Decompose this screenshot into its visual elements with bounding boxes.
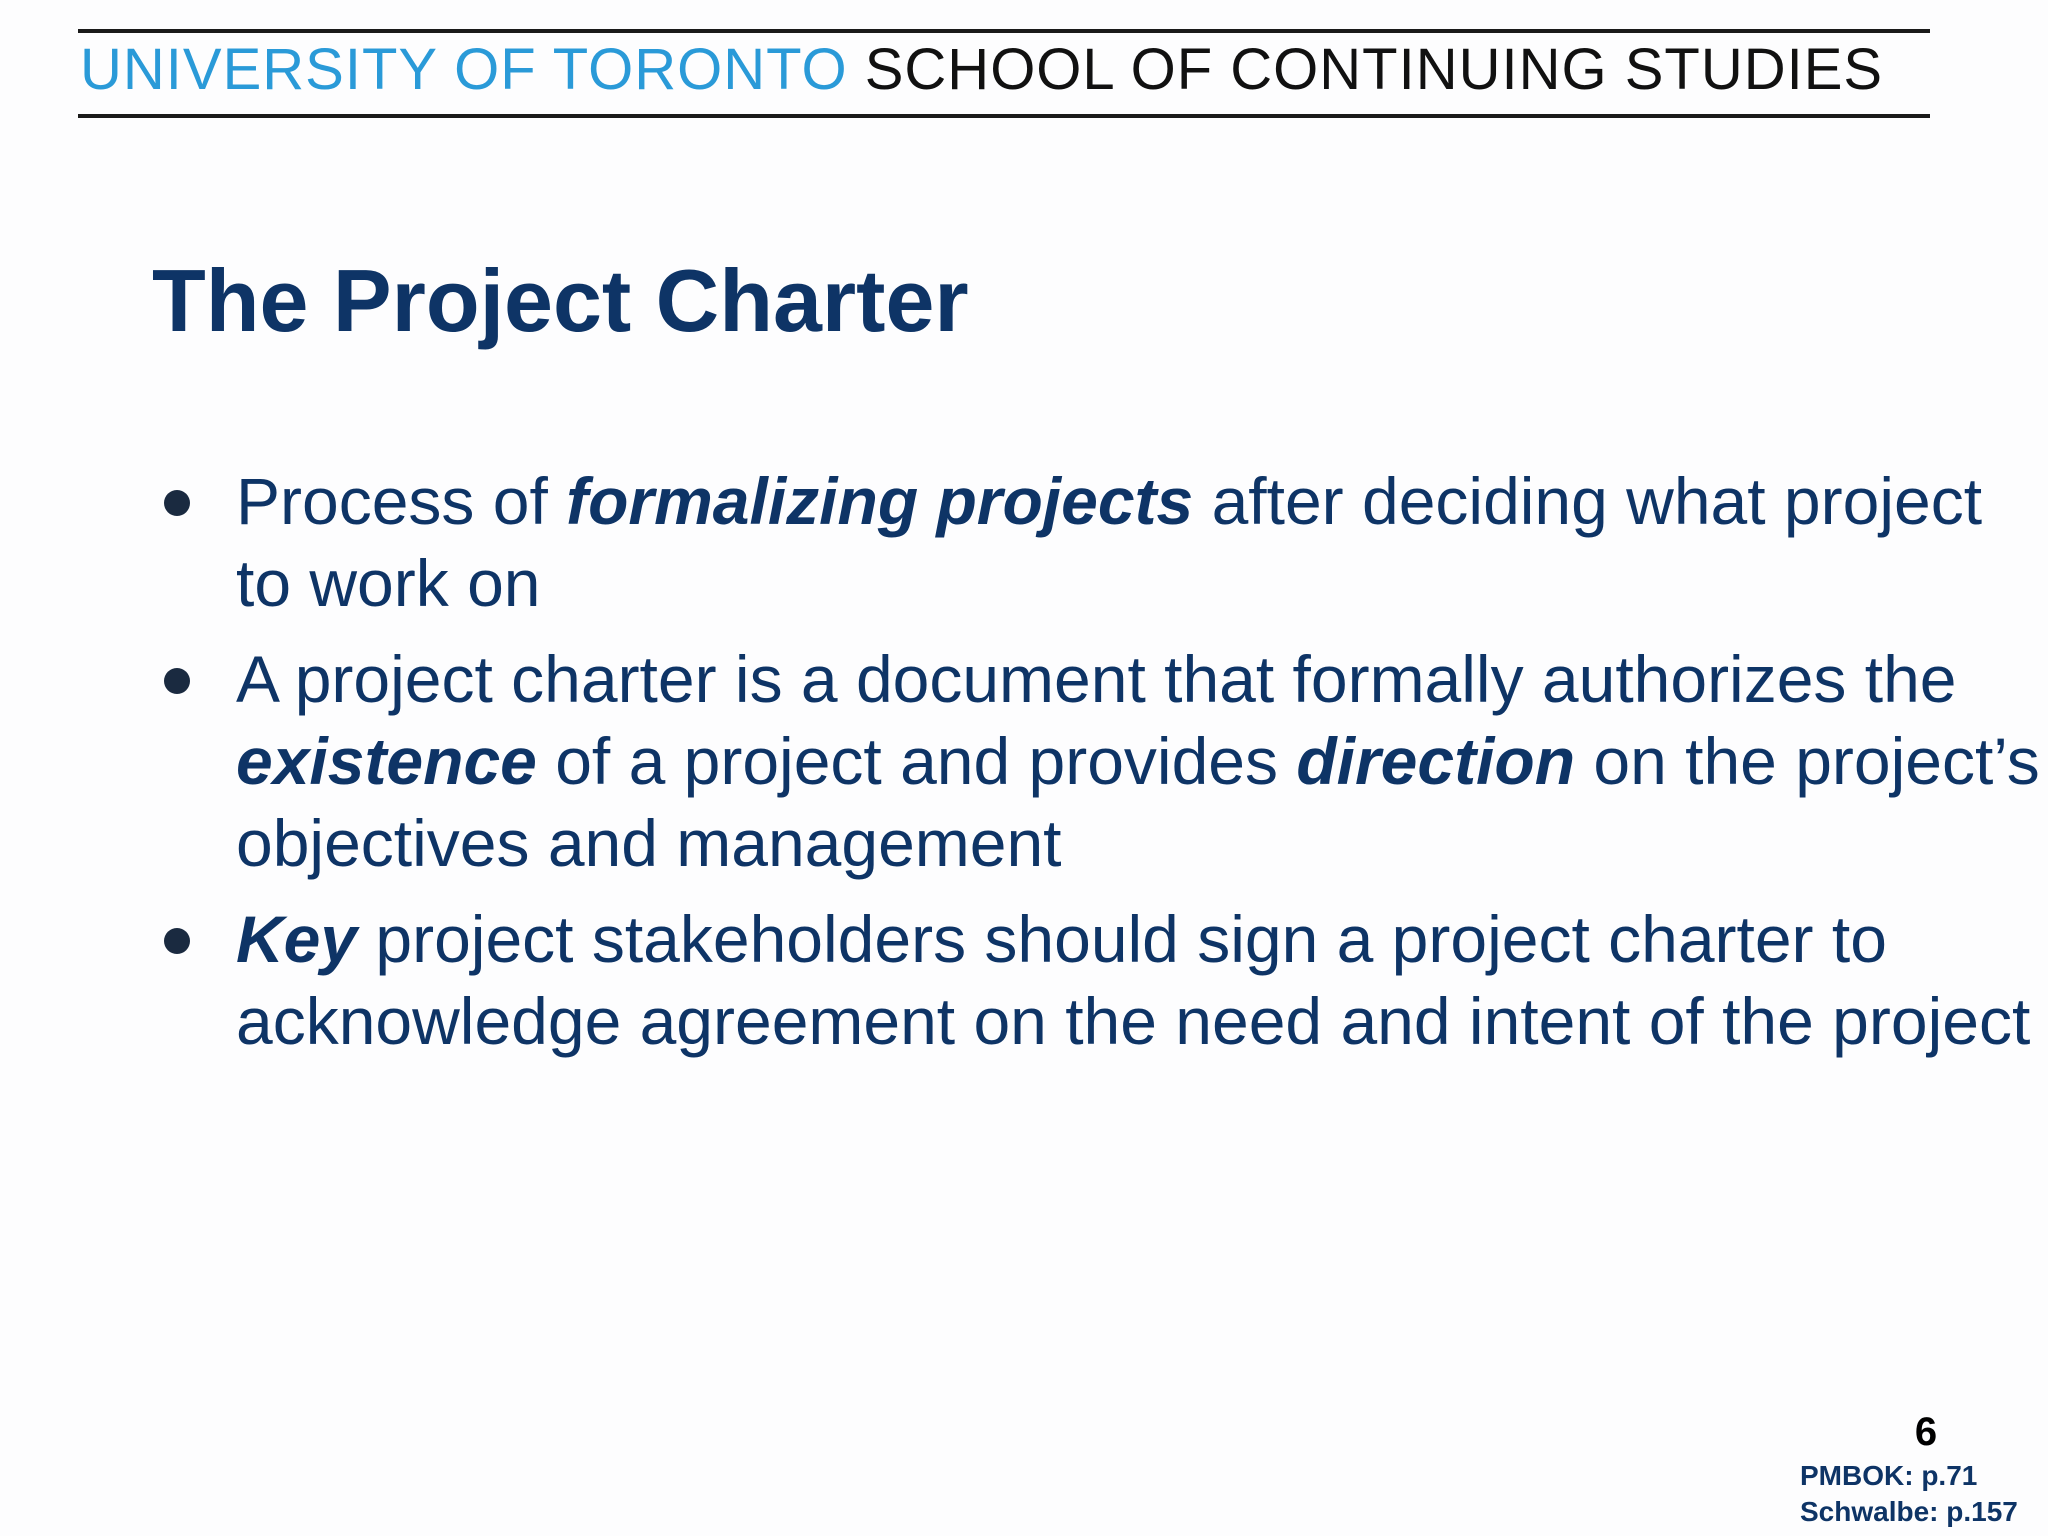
header-top-rule — [78, 29, 1930, 33]
university-name: UNIVERSITY OF TORONTO — [80, 37, 848, 102]
bullet-item — [160, 460, 2040, 624]
bullet-emphasis: Key — [236, 902, 358, 976]
reference-pmbok: PMBOK: p.71 — [1800, 1460, 1978, 1491]
bullet-list — [160, 460, 2040, 1076]
bullet-emphasis: direction — [1296, 724, 1576, 798]
bullet-dot-icon — [164, 928, 190, 954]
header-bottom-rule — [78, 114, 1930, 118]
slide-header — [80, 34, 1883, 106]
bullet-text: A project charter is a document that formally authorizes the — [236, 642, 1957, 716]
references — [1800, 1458, 2018, 1530]
bullet-text: on the project’s objectives and management — [236, 724, 2040, 880]
bullet-text: project stakeholders should sign a project charter to acknowledge agreement on the need and intent of the project — [236, 902, 2031, 1058]
school-name: SCHOOL OF CONTINUING STUDIES — [864, 37, 1884, 102]
bullet-emphasis: existence — [236, 724, 537, 798]
bullet-dot-icon — [164, 490, 190, 516]
bullet-item — [160, 898, 2040, 1062]
page-number: 6 — [1914, 1410, 1938, 1454]
reference-schwalbe: Schwalbe: p.157 — [1800, 1496, 2018, 1527]
bullet-dot-icon — [164, 668, 190, 694]
bullet-emphasis: formalizing projects — [566, 464, 1194, 538]
bullet-text: of a project and provides — [536, 724, 1297, 798]
bullet-text: Process of — [236, 464, 567, 538]
bullet-text: after deciding what project to work on — [236, 464, 1983, 620]
slide-title: The Project Charter — [152, 251, 969, 350]
bullet-item — [160, 638, 2040, 884]
